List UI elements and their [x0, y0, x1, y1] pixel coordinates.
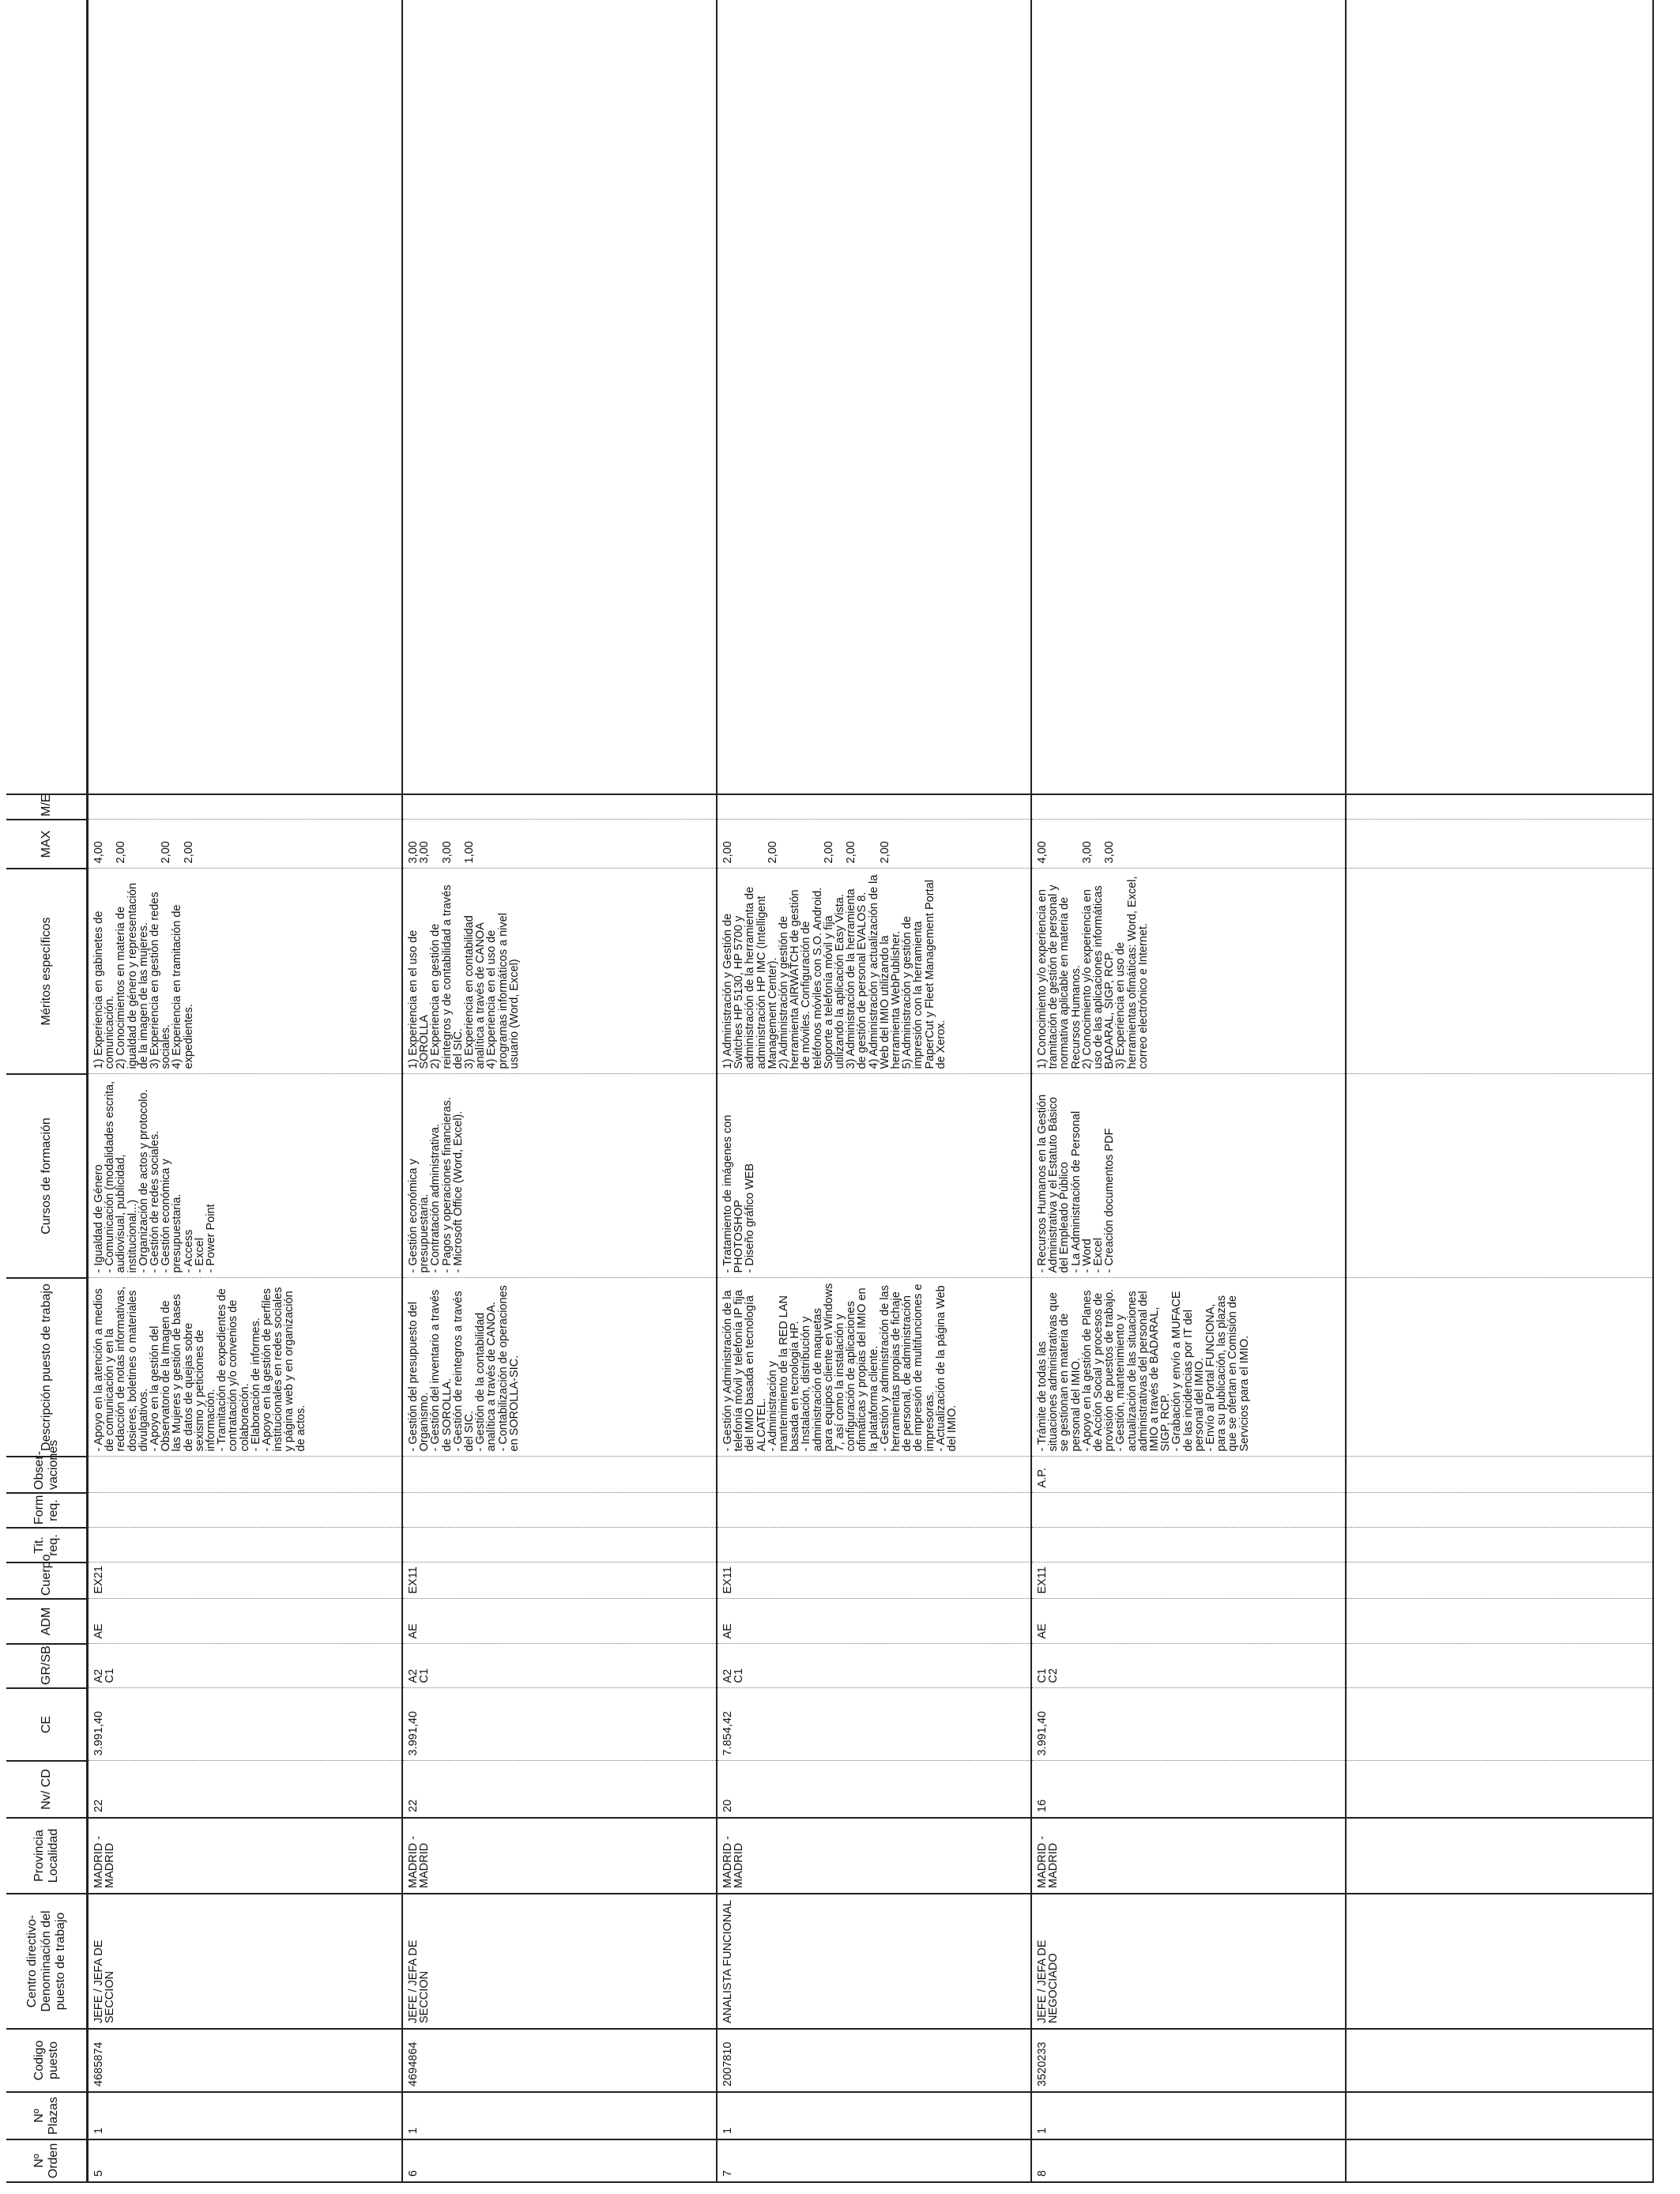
curso-item: - Excel	[193, 1238, 206, 1273]
denominacion-cell: JEFE / JEFA DE NEGOCIADO	[1031, 1894, 1346, 2029]
max-value: 2,00	[160, 841, 173, 864]
curso-item: - Contratación administrativa.	[429, 1123, 443, 1273]
grupo-value: C1	[104, 1668, 117, 1683]
max-value: 3,00	[440, 841, 454, 864]
grupo-value: C2	[1047, 1668, 1060, 1683]
plazas-cell: 1	[88, 2092, 403, 2139]
grupo-value: C1	[1036, 1668, 1049, 1683]
merito-item: 1) Administración y Gestión de Switches HP 5130, HP 5700 y administración de la herramienta de administración HP IMC (Intelligent Management Center).	[721, 886, 779, 1069]
header-plazas: Nº Plazas	[6, 2092, 88, 2139]
max-value: 3,00	[418, 841, 431, 864]
formacion-cell	[1031, 1493, 1346, 1528]
header-titulacion: Tit. req.	[6, 1528, 88, 1563]
curso-item: - Creación documentos PDF	[1103, 1128, 1117, 1273]
header-orden: Nº Orden	[6, 2139, 88, 2182]
curso-item: - Diseño gráfico WEB	[744, 1163, 757, 1273]
grupo-value: C1	[418, 1668, 431, 1683]
nivel-cell: 16	[1031, 1761, 1346, 1818]
curso-item: - Power Point	[205, 1204, 218, 1273]
job-positions-table	[6, 0, 1654, 2183]
cuerpo-cell: EX11	[1031, 1563, 1346, 1599]
ce-cell: 7.854,42	[717, 1688, 1031, 1761]
adm-cell: AE	[717, 1599, 1031, 1644]
header-max: MAX	[6, 820, 88, 869]
codigo-cell: 4685874	[88, 2029, 403, 2092]
titulacion-cell	[1031, 1528, 1346, 1563]
formacion-cell	[402, 1493, 717, 1528]
ce-cell: 3.991,40	[1031, 1688, 1346, 1761]
localidad-cell: MADRID - MADRID	[88, 1818, 403, 1894]
denominacion-cell: JEFE / JEFA DE SECCION	[402, 1894, 717, 2029]
header-cursos: Cursos de formación	[6, 1074, 88, 1278]
nivel-cell: 22	[402, 1761, 717, 1818]
grupo-cell	[402, 1644, 717, 1688]
header-nivel: Nv/ CD	[6, 1761, 88, 1818]
grupo-value: C1	[733, 1668, 746, 1683]
merito-item: 3) Administración de la herramienta de gestión de personal EVALOS 8.	[845, 888, 869, 1069]
curso-item: - Word	[1080, 1238, 1094, 1273]
cuerpo-cell: EX21	[88, 1563, 403, 1599]
localidad-cell: MADRID - MADRID	[717, 1818, 1031, 1894]
max-value: 2,00	[115, 841, 128, 864]
merito-item: 4) Administración y actualización de la Web del IMIO utilizando la herramienta WebPublisher.	[867, 874, 903, 1069]
meritos-cell	[402, 869, 717, 1074]
header-descripcion: Descripción puesto de trabajo	[6, 1278, 88, 1457]
me-cell	[717, 794, 1031, 820]
curso-item: - Gestión económica y presupuestaria.	[407, 1159, 431, 1273]
header-observaciones: Obser- vaciones	[6, 1457, 88, 1493]
max-value: 4,00	[1036, 841, 1049, 864]
grupo-cell	[88, 1644, 403, 1688]
codigo-cell: 2007810	[717, 2029, 1031, 2092]
descripcion-cell: - Apoyo en la atención a medios de comunicación y en la redacción de notas informativas, dosieres, boletines o materiales divulgativos. - Apoyo en la gestión del Observatorio de la Imagen de las Mujeres y gestión de bases de datos de quejas sobre sexismo y peticiones de información. - Tramitación de expedientes de contratación y/o convenios de colaboración. - Elaboración de informes. - Apoyo en la gestión de perfiles institucionales en redes sociales y página web y en organización de actos.	[88, 1278, 403, 1457]
table-row	[717, 0, 1031, 2182]
denominacion-cell: JEFE / JEFA DE SECCION	[88, 1894, 403, 2029]
orden-cell: 8	[1031, 2139, 1346, 2182]
table-row	[1031, 0, 1346, 2182]
merito-item: 1) Conocimiento y/o experiencia en tramitación de gestión de personal y normativa aplicable en materia de Recursos Humanos.	[1036, 884, 1083, 1069]
blank-cell	[1031, 0, 1346, 794]
empty-row	[1346, 0, 1653, 2182]
header-me: M/E	[6, 794, 88, 820]
titulacion-cell	[717, 1528, 1031, 1563]
merito-item: 2) Conocimiento y/o experiencia en uso de las aplicaciones informáticas BADARAL, SIGP, RCP.	[1080, 885, 1117, 1069]
cuerpo-cell: EX11	[402, 1563, 717, 1599]
grupo-cell	[1031, 1644, 1346, 1688]
titulacion-cell	[88, 1528, 403, 1563]
descripcion-cell: - Gestión del presupuesto del Organismo. - Gestión del inventario a través de SOROLLA. - Gestión de reintegros a través del SIC. - Gestión de la contabilidad analítica a través de CANOA. - Contabilización de operaciones en SOROLLA-SIC.	[402, 1278, 717, 1457]
header-meritos: Méritos específicos	[6, 869, 88, 1074]
merito-item: 2) Conocimientos en materia de igualdad de género y representación de la imagen de las mujeres.	[115, 883, 150, 1069]
grupo-value: A2	[92, 1668, 105, 1683]
curso-item: - Gestión de redes sociales.	[149, 1130, 162, 1273]
grupo-cell	[717, 1644, 1031, 1688]
max-value: 3,00	[407, 841, 420, 864]
merito-item: 1) Experiencia en el uso de SOROLLA	[407, 929, 431, 1069]
curso-item: - Access	[182, 1229, 195, 1273]
merito-item: 2) Administración y gestión de herramienta AIRWATCH de gestión de móviles. Configuración de teléfonos móviles con S.O. Android. Soporte a telefonía móvil y fija utilizando la aplicación Easy Vista.	[778, 887, 847, 1069]
max-value: 1,00	[462, 841, 476, 864]
meritos-cell	[1031, 869, 1346, 1074]
merito-item: 3) Experiencia en gestión de redes sociales.	[149, 892, 173, 1069]
header-formacion: Form. req.	[6, 1493, 88, 1528]
observaciones-cell	[717, 1457, 1031, 1493]
curso-item: - Pagos y operaciones financieras.	[440, 1097, 454, 1273]
merito-item: 4) Experiencia en tramitación de expedientes.	[171, 904, 195, 1069]
merito-item: 3) Experiencia en uso de herramientas ofimáticas: Word, Excel, correo electrónico e Internet.	[1114, 876, 1150, 1069]
blank-cell	[402, 0, 717, 794]
codigo-cell: 4694864	[402, 2029, 717, 2092]
me-cell	[1031, 794, 1346, 820]
meritos-cell	[717, 869, 1031, 1074]
orden-cell: 6	[402, 2139, 717, 2182]
formacion-cell	[88, 1493, 403, 1528]
curso-item: - Tratamiento de imágenes con PHOTOSHOP	[721, 1114, 746, 1273]
merito-item: 3) Experiencia en contabilidad analítica a través de CANOA	[463, 915, 488, 1069]
cursos-cell	[402, 1074, 717, 1278]
max-value: 2,00	[845, 841, 858, 864]
header-provincia: Provincia Localidad	[6, 1818, 88, 1894]
max-value: 4,00	[92, 841, 105, 864]
blank-cell	[88, 0, 403, 794]
me-cell	[88, 794, 403, 820]
blank-cell	[717, 0, 1031, 794]
curso-item: - Microsoft Office (Word, Excel).	[451, 1110, 465, 1273]
cursos-cell	[88, 1074, 403, 1278]
merito-item: 1) Experiencia en gabinetes de comunicación.	[92, 910, 117, 1069]
localidad-cell: MADRID - MADRID	[402, 1818, 717, 1894]
observaciones-cell	[88, 1457, 403, 1493]
nivel-cell: 22	[88, 1761, 403, 1818]
max-cell	[1031, 820, 1346, 869]
denominacion-cell: ANALISTA FUNCIONAL	[717, 1894, 1031, 2029]
descripcion-cell: - Trámite de todas las situaciones administrativas que se gestionan en materia de personal del IMIO. - Apoyo en la gestión de Planes de Acción Social y procesos de provisión de puestos de trabajo. - Gestión, mantenimiento y actualización de las situaciones administrativas del personal del IMIO a través de BADARAL, SIGP, RCP. - Grabación y envío a MUFACE de las incidencias por IT del personal del IMIO. - Envío al Portal FUNCIONA, para su publicación, las plazas que se ofertan en Comisión de Servicios para el IMIO.	[1031, 1278, 1346, 1457]
grupo-value: A2	[721, 1668, 734, 1683]
max-value: 2,00	[822, 841, 835, 864]
header-adm: ADM	[6, 1599, 88, 1644]
curso-item: - Excel	[1092, 1238, 1106, 1273]
max-value: 3,00	[1103, 841, 1117, 864]
curso-item: - Comunicación (modalidades escrita, audiovisual, publicidad, institucional...)	[104, 1080, 139, 1273]
observaciones-cell	[402, 1457, 717, 1493]
ce-cell: 3.991,40	[402, 1688, 717, 1761]
max-value: 2,00	[878, 841, 891, 864]
grupo-value: A2	[407, 1668, 420, 1683]
header-cuerpo: Cuerpo	[6, 1563, 88, 1599]
max-cell	[717, 820, 1031, 869]
table-row	[402, 0, 717, 2182]
max-value: 2,00	[721, 841, 734, 864]
plazas-cell: 1	[402, 2092, 717, 2139]
curso-item: - Recursos Humanos en la Gestión Administrativa y el Estatuto Básico del Empleado Público	[1036, 1094, 1072, 1273]
nivel-cell: 20	[717, 1761, 1031, 1818]
descripcion-cell: - Gestión y Administración de la telefonía móvil y telefonía IP fija del IMIO basada en tecnología ALCATEL. - Administración y mantenimiento de la RED LAN basada en tecnología HP. - Instalación, distribución y administración de maquetas para equipos cliente en Windows 7, así como la instalación y configuración de aplicaciones ofimáticas y propias del IMIO en la plataforma cliente. - Gestión y administración de las herramientas propias de fichaje de personal, de administración de impresión de multifunciones e impresoras. - Actualización de la página Web del IMIO.	[717, 1278, 1031, 1457]
cursos-cell	[1031, 1074, 1346, 1278]
curso-item: - Organización de actos y protocolo.	[137, 1089, 150, 1273]
cuerpo-cell: EX11	[717, 1563, 1031, 1599]
max-value: 2,00	[766, 841, 779, 864]
titulacion-cell	[402, 1528, 717, 1563]
me-cell	[402, 794, 717, 820]
merito-item: 4) Experiencia en el uso de programas informáticos a nivel usuario (Word, Excel)	[485, 913, 521, 1069]
observaciones-cell: A.P.	[1031, 1457, 1346, 1493]
max-cell	[88, 820, 403, 869]
header-blank	[6, 0, 88, 794]
header-ce: CE	[6, 1688, 88, 1761]
header-row	[6, 0, 88, 2182]
curso-item: - La Administración de Personal	[1069, 1110, 1083, 1273]
orden-cell: 7	[717, 2139, 1031, 2182]
localidad-cell: MADRID - MADRID	[1031, 1818, 1346, 1894]
merito-item: 5) Administración y gestión de impresión con la herramienta PaperCut y Fleet Management Portal de Xerox.	[901, 880, 947, 1069]
adm-cell: AE	[88, 1599, 403, 1644]
header-centro: Centro directivo- Denominación del puesto de trabajo	[6, 1894, 88, 2029]
header-grupo: GR/SB	[6, 1644, 88, 1688]
curso-item: - Gestión económica y presupuestaria.	[160, 1159, 184, 1273]
codigo-cell: 3520233	[1031, 2029, 1346, 2092]
meritos-cell	[88, 869, 403, 1074]
header-codigo: Codigo puesto	[6, 2029, 88, 2092]
table-row	[88, 0, 403, 2182]
plazas-cell: 1	[1031, 2092, 1346, 2139]
ce-cell: 3.991,40	[88, 1688, 403, 1761]
formacion-cell	[717, 1493, 1031, 1528]
curso-item: - Igualdad de Género	[92, 1164, 105, 1273]
plazas-cell: 1	[717, 2092, 1031, 2139]
max-value: 3,00	[1080, 841, 1094, 864]
cursos-cell	[717, 1074, 1031, 1278]
merito-item: 2) Experiencia en gestión de reintegros y de contabilidad a través del SIC.	[429, 884, 465, 1069]
adm-cell: AE	[1031, 1599, 1346, 1644]
max-value: 2,00	[182, 841, 195, 864]
orden-cell: 5	[88, 2139, 403, 2182]
adm-cell: AE	[402, 1599, 717, 1644]
max-cell	[402, 820, 717, 869]
